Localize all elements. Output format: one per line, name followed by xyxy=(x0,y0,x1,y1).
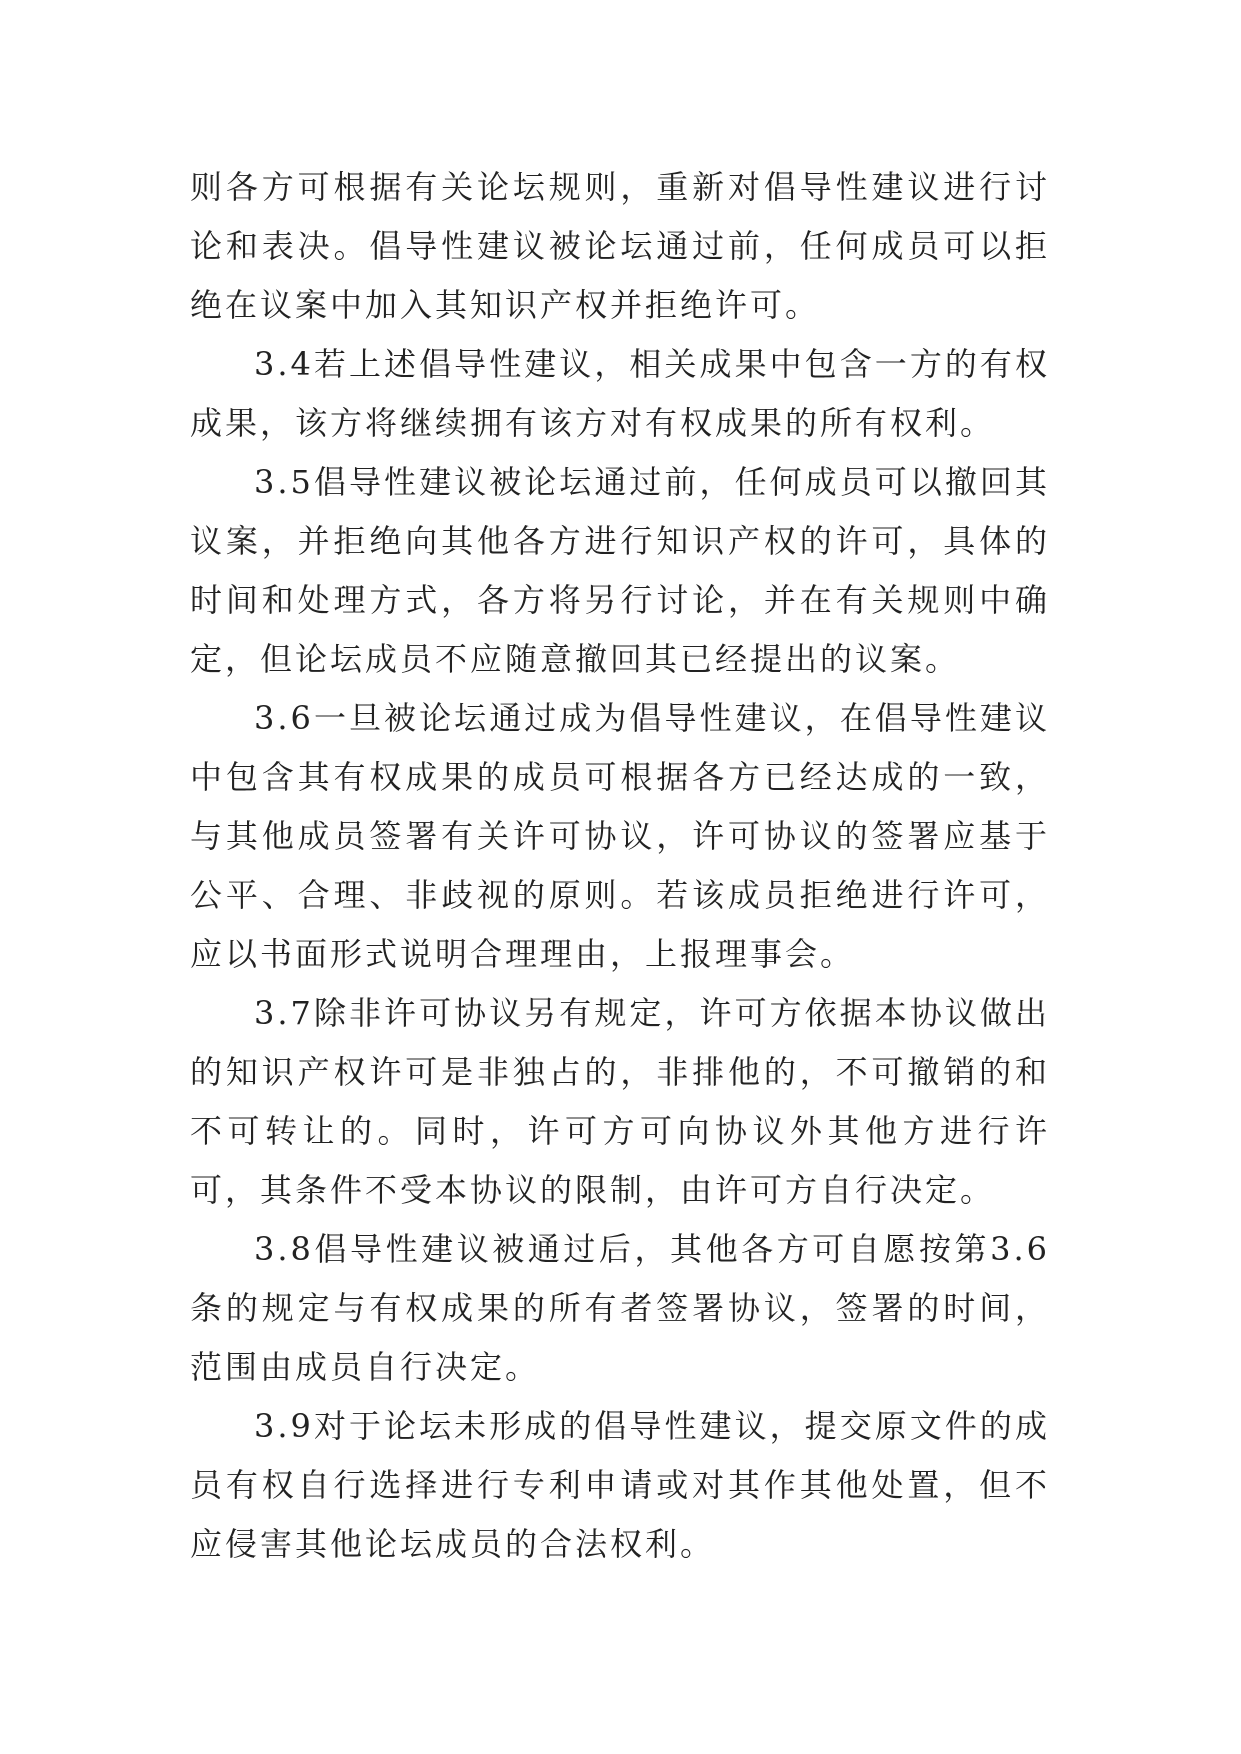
paragraph-3-6: 3.6一旦被论坛通过成为倡导性建议，在倡导性建议中包含其有权成果的成员可根据各方已经达成的一致，与其他成员签署有关许可协议，许可协议的签署应基于公平、合理、非歧视的原则。若该成员拒绝进行许可，应以书面形式说明合理理由，上报理事会。 xyxy=(190,699,1050,973)
paragraph-3-8: 3.8倡导性建议被通过后，其他各方可自愿按第3.6条的规定与有权成果的所有者签署协议，签署的时间，范围由成员自行决定。 xyxy=(190,1230,1050,1386)
document-body xyxy=(190,158,1050,1574)
paragraph-3-9: 3.9对于论坛未形成的倡导性建议，提交原文件的成员有权自行选择进行专利申请或对其作其他处置，但不应侵害其他论坛成员的合法权利。 xyxy=(190,1407,1050,1563)
paragraph-3-4: 3.4若上述倡导性建议，相关成果中包含一方的有权成果，该方将继续拥有该方对有权成果的所有权利。 xyxy=(190,345,1050,442)
paragraph-3-5: 3.5倡导性建议被论坛通过前，任何成员可以撤回其议案，并拒绝向其他各方进行知识产权的许可，具体的时间和处理方式，各方将另行讨论，并在有关规则中确定，但论坛成员不应随意撤回其已经提出的议案。 xyxy=(190,463,1050,678)
paragraph-continued: 则各方可根据有关论坛规则，重新对倡导性建议进行讨论和表决。倡导性建议被论坛通过前，任何成员可以拒绝在议案中加入其知识产权并拒绝许可。 xyxy=(190,168,1050,324)
paragraph-3-7: 3.7除非许可协议另有规定，许可方依据本协议做出的知识产权许可是非独占的，非排他的，不可撤销的和不可转让的。同时，许可方可向协议外其他方进行许可，其条件不受本协议的限制，由许可方自行决定。 xyxy=(190,994,1050,1209)
